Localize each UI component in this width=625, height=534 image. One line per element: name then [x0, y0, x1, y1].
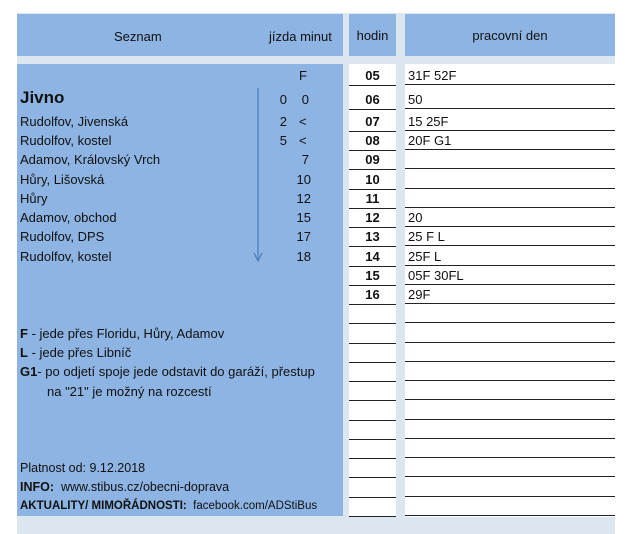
note-f	[20, 326, 224, 341]
note-g1	[20, 364, 315, 379]
variant-label: F	[299, 68, 307, 83]
hour-cell: 05	[349, 66, 396, 86]
right-margin	[615, 0, 625, 534]
stop-time-b: <	[299, 133, 307, 148]
minutes-cell: 05F 30FL	[405, 266, 615, 285]
minutes-cell	[405, 150, 615, 169]
stop-name: Adamov, obchod	[20, 210, 117, 225]
stop-name: Jivno	[20, 88, 65, 107]
platnost: Platnost od: 9.12.2018	[20, 461, 146, 475]
stop-name: Rudolfov, DPS	[20, 229, 105, 244]
minutes-cell	[405, 189, 615, 208]
header-den-label: pracovní den	[472, 27, 548, 43]
stop-time-b: 0	[301, 92, 309, 107]
note-key: G1	[20, 364, 38, 379]
note-g1-cont: na "21" je možný na rozcestí	[47, 384, 212, 399]
info-url[interactable]: www.stibus.cz/obecni-doprava	[60, 480, 230, 494]
minutes-cell	[405, 170, 615, 189]
minutes-cell: 25 F L	[405, 227, 615, 246]
hour-cell: 16	[349, 285, 396, 305]
hour-cell: 14	[349, 247, 396, 267]
stop-name: Hůry, Lišovská	[20, 172, 105, 187]
minutes-cell: 20F G1	[405, 131, 615, 150]
header-pracovni-den	[405, 14, 615, 56]
header-jizda-label: jízda minut	[269, 29, 332, 44]
minutes-cell: 31F 52F	[405, 66, 615, 85]
stop-time-a: 0	[279, 92, 287, 107]
stop-time-b: 17	[296, 229, 311, 244]
minutes-column	[405, 64, 615, 517]
aktuality-line	[20, 500, 317, 512]
stop-name: Rudolfov, kostel	[20, 133, 112, 148]
hour-cell: 09	[349, 150, 396, 170]
info-label: INFO:	[20, 480, 55, 494]
info-line	[20, 480, 229, 494]
header-seznam	[17, 14, 343, 56]
minutes-cell: 50	[405, 90, 615, 109]
left-margin	[0, 0, 17, 534]
note-key: F	[20, 326, 28, 341]
top-margin	[0, 0, 625, 13]
aktuality-url[interactable]: facebook.com/ADStiBus	[193, 500, 318, 512]
minutes-cell: 20	[405, 208, 615, 227]
hour-cell: 13	[349, 227, 396, 247]
stop-name: Rudolfov, Jivenská	[20, 114, 129, 129]
stop-time-b: <	[299, 114, 307, 129]
minutes-cell: 25F L	[405, 247, 615, 266]
note-text: - jede přes Libníč	[27, 345, 132, 360]
minutes-cell: 29F	[405, 285, 615, 304]
aktuality-label: AKTUALITY/ MIMOŘÁDNOSTI:	[20, 500, 187, 512]
hour-cell: 11	[349, 189, 396, 209]
stop-time-b: 18	[296, 249, 311, 264]
note-l	[20, 345, 131, 360]
hour-cell: 10	[349, 170, 396, 190]
down-arrow-icon	[253, 88, 263, 264]
note-key: L	[20, 345, 28, 360]
hour-cell: 12	[349, 208, 396, 228]
stop-time-b: 12	[296, 191, 311, 206]
stop-time-a: 5	[279, 133, 287, 148]
note-text: - jede přes Floridu, Hůry, Adamov	[27, 326, 225, 341]
hour-cell: 15	[349, 266, 396, 286]
stop-name: Adamov, Královský Vrch	[20, 152, 161, 167]
minutes-cell: 15 25F	[405, 112, 615, 131]
note-text: - po odjetí spoje jede odstavit do garáží, přestup	[37, 364, 315, 379]
stop-time-b: 7	[301, 152, 309, 167]
hour-cell: 07	[349, 112, 396, 132]
hour-cell: 06	[349, 90, 396, 110]
stop-time-b: 10	[296, 172, 311, 187]
header-hodin	[349, 14, 396, 56]
header-seznam-label: Seznam	[114, 29, 162, 44]
hour-cell: 08	[349, 131, 396, 151]
stop-name: Hůry	[20, 191, 48, 206]
stop-time-b: 15	[296, 210, 311, 225]
hours-column	[349, 64, 396, 517]
header-hodin-label: hodin	[356, 27, 389, 43]
stops-panel	[17, 64, 343, 516]
stop-time-a: 2	[279, 114, 287, 129]
stop-name: Rudolfov, kostel	[20, 249, 112, 264]
